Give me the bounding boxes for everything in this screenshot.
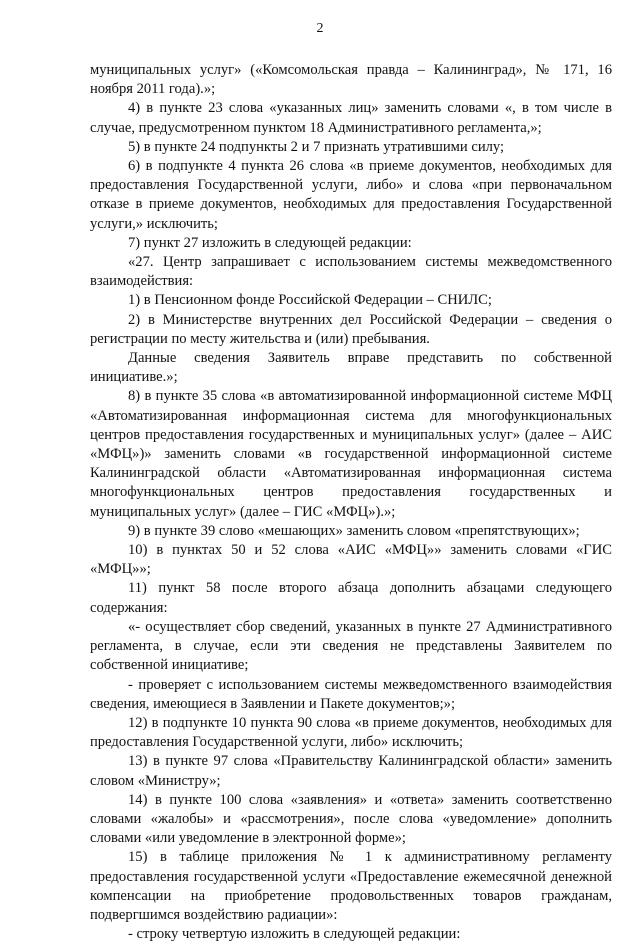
paragraph: 14) в пункте 100 слова «заявления» и «ответа» заменить соответственно словами «жалобы» и «рассмотрения», после слова «уведомление» дополнить словами «или уведомление в электронной форме»;: [90, 791, 612, 847]
paragraph: муниципальных услуг» («Комсомольская правда – Калининград», № 171, 16 ноября 2011 года).»;: [90, 62, 612, 98]
paragraph: 9) в пункте 39 слово «мешающих» заменить словом «препятствующих»;: [128, 522, 580, 539]
paragraph: 4) в пункте 23 слова «указанных лиц» заменить словами «, в том числе в случае, предусмотренном пунктом 18 Административного регламента,»;: [90, 100, 612, 136]
paragraph: «27. Центр запрашивает с использованием системы межведомственного взаимодействия:: [90, 254, 612, 290]
paragraph: 5) в пункте 24 подпункты 2 и 7 признать утратившими силу;: [128, 138, 505, 155]
document-body: [90, 61, 612, 944]
paragraph: 7) пункт 27 изложить в следующей редакции:: [128, 234, 412, 251]
paragraph: 2) в Министерстве внутренних дел Российской Федерации – сведения о регистрации по месту жительства и (или) пребывания.: [90, 311, 612, 347]
paragraph: 10) в пунктах 50 и 52 слова «АИС «МФЦ»» заменить словами «ГИС «МФЦ»»;: [90, 542, 612, 578]
paragraph: 11) пункт 58 после второго абзаца дополнить абзацами следующего содержания:: [90, 580, 612, 616]
paragraph: «- осуществляет сбор сведений, указанных в пункте 27 Административного регламента, в случае, если эти сведения не представлены Заявителем по собственной инициативе;: [90, 618, 612, 674]
paragraph: 15) в таблице приложения № 1 к административному регламенту предоставления государственной услуги «Предоставление ежемесячной денежной компенсации на приобретение продовольственных товаров гражданам, подвергшимся воздействию радиации»:: [90, 849, 612, 923]
paragraph: 8) в пункте 35 слова «в автоматизированной информационной системе МФЦ «Автоматизированная информационная система для многофункциональных центров предоставления государственных и муниципальных услуг» (далее – АИС «МФЦ»)» заменить словами «в государственной информационной системе Калининградской области «Автоматизированная информационная система многофункциональных центров предоставления государственных и муниципальных услуг» (далее – ГИС «МФЦ»).»;: [90, 388, 612, 520]
page-number: 2: [316, 21, 324, 36]
paragraph: 12) в подпункте 10 пункта 90 слова «в приеме документов, необходимых для предоставления Государственной услуги, либо» исключить;: [90, 714, 612, 751]
paragraph: 1) в Пенсионном фонде Российской Федерации – СНИЛС;: [128, 292, 492, 309]
paragraph: - строку четвертую изложить в следующей редакции:: [128, 926, 461, 943]
paragraph: 6) в подпункте 4 пункта 26 слова «в приеме документов, необходимых для предоставления Государственной услуги, либо» и слова «при первоначальном отказе в приеме документов, необходимых для предоставления Государственной услуги,» исключить;: [90, 158, 612, 232]
paragraph: - проверяет с использованием системы межведомственного взаимодействия сведения, имеющиеся в Заявлении и Пакете документов;»;: [90, 676, 612, 712]
paragraph: 13) в пункте 97 слова «Правительству Калининградской области» заменить словом «Министру»;: [90, 753, 612, 789]
paragraph: Данные сведения Заявитель вправе представить по собственной инициативе.»;: [90, 350, 612, 386]
